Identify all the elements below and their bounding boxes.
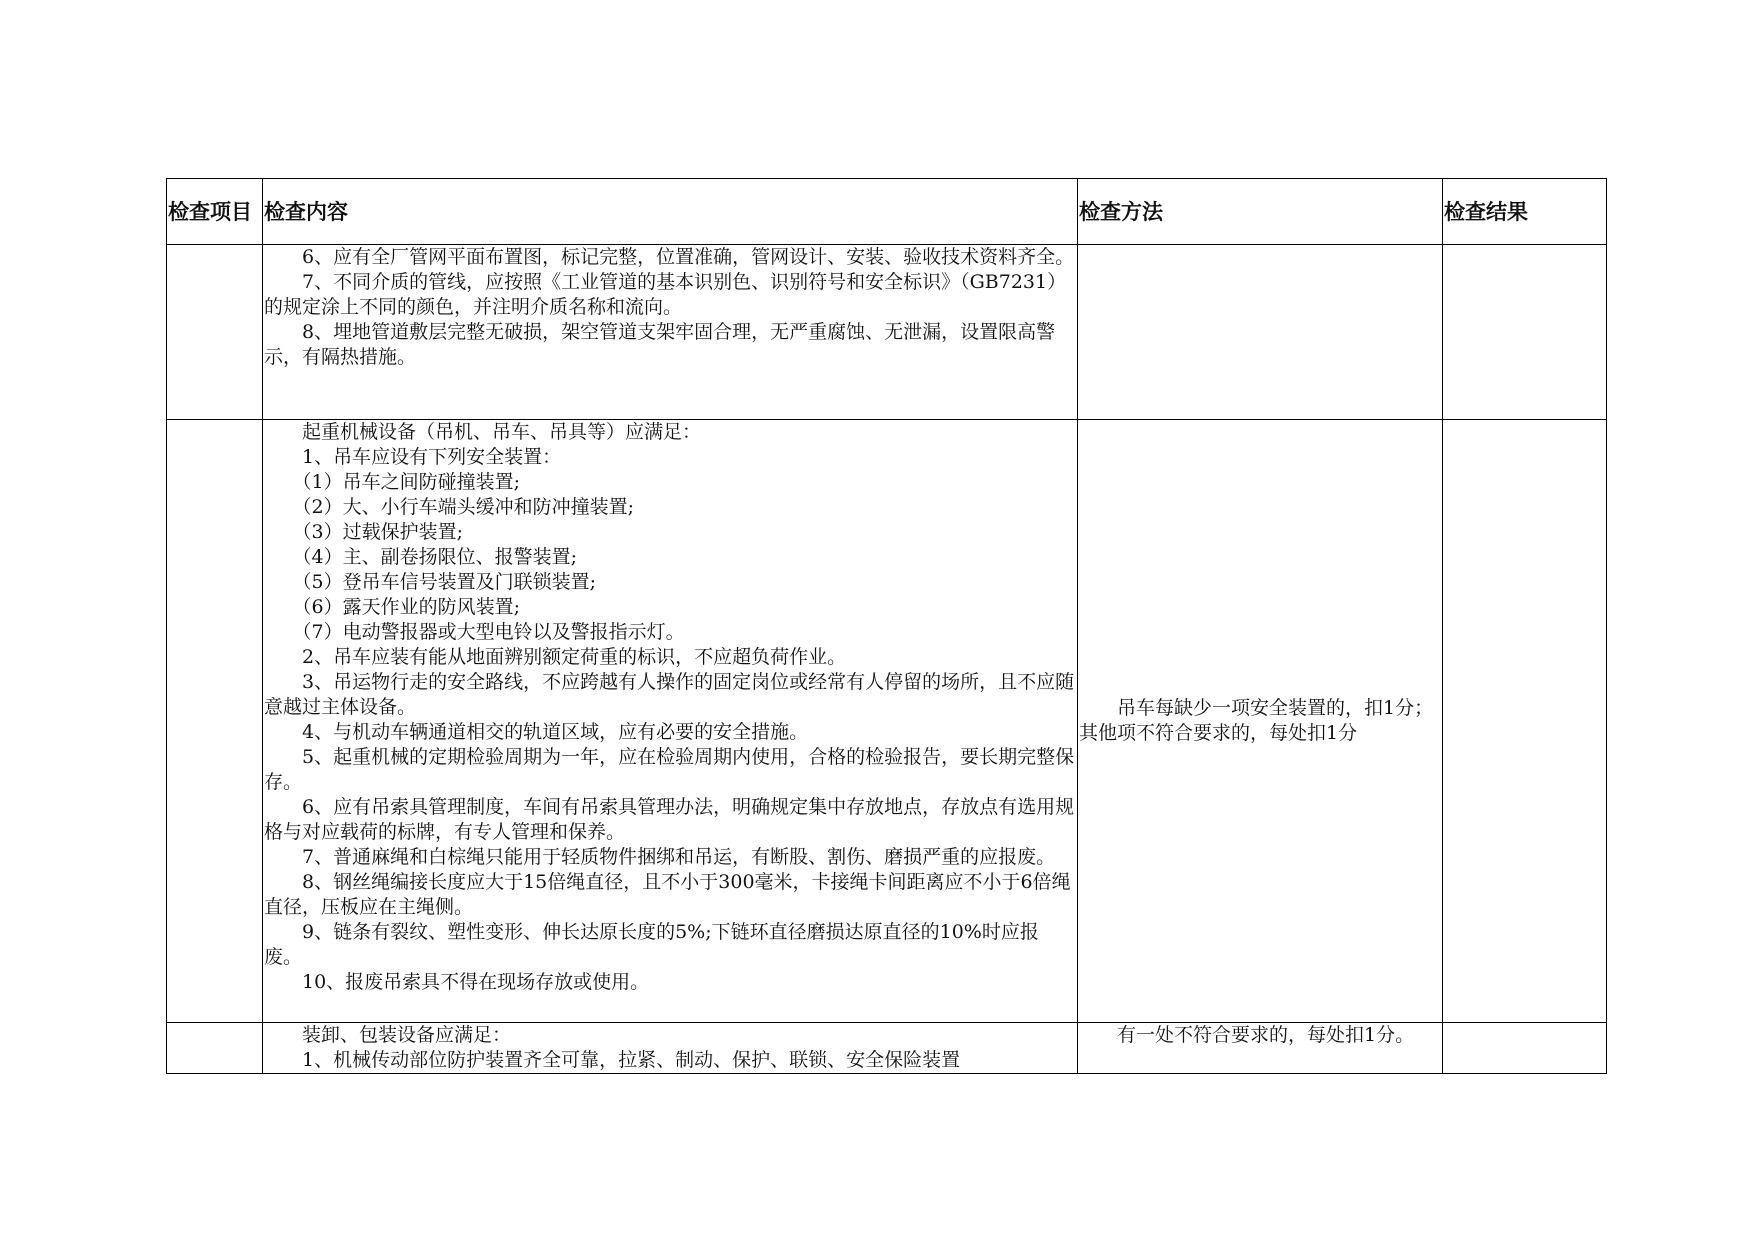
content-line: 5、起重机械的定期检验周期为一年，应在检验周期内使用，合格的检验报告，要长期完整保存。 [264,746,1075,793]
content-line: 8、钢丝绳编接长度应大于15倍绳直径，且不小于300毫米，卡接绳卡间距离应不小于6倍绳直径，压板应在主绳侧。 [264,871,1071,918]
method-cell [1078,420,1443,1023]
content-line: 6、应有吊索具管理制度，车间有吊索具管理办法，明确规定集中存放地点，存放点有选用规格与对应载荷的标牌，有专人管理和保养。 [264,796,1075,843]
content-subitem: （1）吊车之间防碰撞装置; [292,471,520,493]
method-cell [1078,1023,1443,1074]
header-item: 检查项目 [167,179,263,245]
content-line: 7、不同介质的管线，应按照《工业管道的基本识别色、识别符号和安全标识》（GB7231）的规定涂上不同的颜色，并注明介质名称和流向。 [264,271,1067,318]
content-line: 1、机械传动部位防护装置齐全可靠，拉紧、制动、保护、联锁、安全保险装置 [302,1049,961,1071]
content-line: 7、普通麻绳和白棕绳只能用于轻质物件捆绑和吊运，有断股、割伤、磨损严重的应报废。 [302,846,1056,868]
content-subitem: （6）露天作业的防风装置; [292,596,520,618]
content-cell [263,245,1078,420]
inspection-table [166,178,1607,1074]
item-cell [167,1023,263,1074]
content-cell [263,1023,1078,1074]
content-subitem: （7）电动警报器或大型电铃以及警报指示灯。 [292,621,685,643]
table-row [167,420,1607,1023]
content-subitem: （4）主、副卷扬限位、报警装置; [292,546,577,568]
method-text: 有一处不符合要求的，每处扣1分。 [1117,1024,1415,1046]
content-line: 2、吊车应装有能从地面辨别额定荷重的标识，不应超负荷作业。 [302,646,847,668]
content-line: 10、报废吊索具不得在现场存放或使用。 [302,971,650,993]
table-row [167,245,1607,420]
content-subitem: （3）过载保护装置; [292,521,463,543]
result-cell [1443,420,1607,1023]
item-cell [167,420,263,1023]
result-cell [1443,1023,1607,1074]
header-content: 检查内容 [263,179,1078,245]
content-line: 1、吊车应设有下列安全装置： [302,446,562,468]
content-line: 起重机械设备（吊机、吊车、吊具等）应满足： [302,421,702,443]
header-method: 检查方法 [1078,179,1443,245]
table-header-row [167,179,1607,245]
content-line: 4、与机动车辆通道相交的轨道区域，应有必要的安全措施。 [302,721,809,743]
content-line: 6、应有全厂管网平面布置图，标记完整，位置准确，管网设计、安装、验收技术资料齐全。 [302,246,1075,268]
method-text: 吊车每缺少一项安全装置的，扣1分；其他项不符合要求的，每处扣1分 [1079,697,1434,744]
content-line: 9、链条有裂纹、塑性变形、伸长达原长度的5%;下链环直径磨损达原直径的10%时应报废。 [264,921,1039,968]
content-line: 3、吊运物行走的安全路线，不应跨越有人操作的固定岗位或经常有人停留的场所，且不应随意越过主体设备。 [264,671,1075,718]
content-line: 8、埋地管道敷层完整无破损，架空管道支架牢固合理，无严重腐蚀、无泄漏，设置限高警示，有隔热措施。 [264,321,1056,368]
method-cell [1078,245,1443,420]
content-subitem: （2）大、小行车端头缓冲和防冲撞装置; [292,496,634,518]
header-result: 检查结果 [1443,179,1607,245]
item-cell [167,245,263,420]
content-line: 装卸、包装设备应满足： [302,1024,512,1046]
table-row [167,1023,1607,1074]
content-subitem: （5）登吊车信号装置及门联锁装置; [292,571,596,593]
result-cell [1443,245,1607,420]
content-cell [263,420,1078,1023]
